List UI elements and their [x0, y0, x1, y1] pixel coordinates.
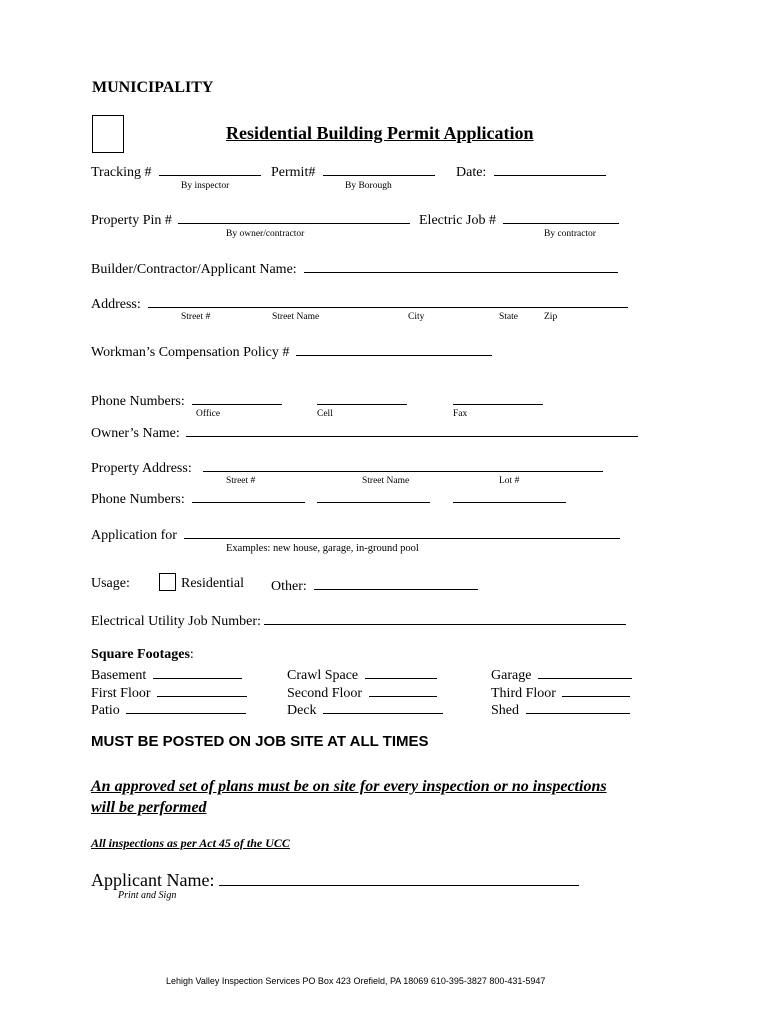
residential-checkbox[interactable] [159, 573, 176, 591]
phone-office-field[interactable] [192, 391, 282, 405]
square-footages-heading [91, 647, 194, 663]
phone2-field-1[interactable] [192, 489, 305, 503]
sqft-deck-field[interactable] [323, 700, 443, 714]
page-title: Residential Building Permit Application [226, 123, 534, 143]
pin-row [91, 210, 410, 229]
sqft-crawl-field[interactable] [365, 665, 437, 679]
address-row [91, 294, 628, 313]
phone-label-2: Phone Numbers: [91, 492, 185, 507]
other-field[interactable] [314, 576, 478, 590]
sqft-second-floor-field[interactable] [369, 683, 437, 697]
owner-field[interactable] [186, 423, 638, 437]
property-note-street-num: Street # [226, 476, 256, 486]
phone2-wrap-2 [317, 489, 430, 508]
workman-label: Workman’s Compensation Policy # [91, 345, 290, 360]
date-label: Date: [456, 165, 487, 180]
workman-field[interactable] [296, 342, 492, 356]
square-footages-colon: : [189, 647, 194, 662]
sqft-basement-row [91, 665, 242, 684]
phone-cell-field[interactable] [317, 391, 407, 405]
sqft-deck-label: Deck [287, 703, 317, 718]
workman-row [91, 342, 492, 361]
application-label: Application for [91, 528, 177, 543]
phone-row-2 [91, 489, 305, 508]
tracking-label: Tracking # [91, 165, 152, 180]
address-note-city: City [408, 312, 425, 322]
phone-label-1: Phone Numbers: [91, 394, 185, 409]
tracking-row [91, 162, 261, 181]
phone2-field-2[interactable] [317, 489, 430, 503]
electric-job-note: By contractor [544, 229, 596, 239]
other-label: Other: [271, 579, 307, 594]
phone-note-cell: Cell [317, 409, 333, 419]
sqft-first-floor-field[interactable] [157, 683, 247, 697]
must-post-notice: MUST BE POSTED ON JOB SITE AT ALL TIMES [91, 733, 429, 750]
sqft-basement-field[interactable] [153, 665, 242, 679]
permit-field[interactable] [323, 162, 435, 176]
phone-row-1 [91, 391, 282, 410]
electric-job-field[interactable] [503, 210, 619, 224]
electrical-utility-field[interactable] [264, 611, 626, 625]
owner-label: Owner’s Name: [91, 426, 180, 441]
act-notice: All inspections as per Act 45 of the UCC [91, 836, 290, 850]
phone-fax-wrap [453, 391, 543, 410]
municipality-box[interactable] [92, 115, 124, 153]
other-row [271, 576, 478, 595]
property-address-field[interactable] [203, 458, 603, 472]
sqft-first-floor-label: First Floor [91, 686, 151, 701]
sqft-patio-row [91, 700, 246, 719]
address-note-zip: Zip [544, 312, 558, 322]
permit-label: Permit# [271, 165, 316, 180]
plans-notice-line-1: An approved set of plans must be on site for every inspection or no inspections [91, 778, 607, 795]
sqft-shed-label: Shed [491, 703, 519, 718]
phone-note-fax: Fax [453, 409, 468, 419]
sqft-shed-field[interactable] [526, 700, 630, 714]
address-field[interactable] [148, 294, 628, 308]
sqft-third-floor-field[interactable] [562, 683, 630, 697]
sqft-garage-field[interactable] [538, 665, 632, 679]
address-note-street-num: Street # [181, 312, 211, 322]
square-footages-title: Square Footages [91, 647, 190, 662]
property-address-row [91, 458, 603, 477]
property-note-lot: Lot # [499, 476, 520, 486]
property-note-street-name: Street Name [362, 476, 410, 486]
address-label: Address: [91, 297, 141, 312]
sqft-garage-label: Garage [491, 668, 532, 683]
electric-job-row [419, 210, 619, 229]
builder-field[interactable] [304, 259, 618, 273]
sqft-crawl-row [287, 665, 437, 684]
owner-row [91, 423, 638, 442]
sqft-garage-row [491, 665, 632, 684]
pin-note: By owner/contractor [226, 229, 305, 239]
builder-label: Builder/Contractor/Applicant Name: [91, 262, 297, 277]
sqft-patio-label: Patio [91, 703, 120, 718]
application-field[interactable] [184, 525, 620, 539]
residential-label: Residential [181, 576, 244, 591]
applicant-field[interactable] [219, 869, 579, 886]
sqft-second-floor-label: Second Floor [287, 686, 363, 701]
tracking-note: By inspector [181, 181, 230, 191]
electrical-utility-label: Electrical Utility Job Number: [91, 614, 261, 629]
sqft-crawl-label: Crawl Space [287, 668, 359, 683]
application-row [91, 525, 620, 544]
builder-row [91, 259, 618, 278]
municipality-label: MUNICIPALITY [92, 79, 214, 96]
plans-notice-line-2: will be performed [91, 799, 207, 816]
address-note-state: State [499, 312, 518, 322]
permit-row [271, 162, 435, 181]
sqft-deck-row [287, 700, 443, 719]
application-examples: Examples: new house, garage, in-ground pool [226, 543, 419, 554]
property-address-label: Property Address: [91, 461, 192, 476]
applicant-row [91, 869, 579, 891]
usage-label: Usage: [91, 576, 130, 591]
phone-note-office: Office [196, 409, 221, 419]
sqft-shed-row [491, 700, 630, 719]
sqft-third-floor-label: Third Floor [491, 686, 556, 701]
pin-field[interactable] [178, 210, 410, 224]
phone2-wrap-3 [453, 489, 566, 508]
date-field[interactable] [494, 162, 606, 176]
sqft-patio-field[interactable] [126, 700, 246, 714]
applicant-label: Applicant Name: [91, 870, 215, 890]
applicant-note: Print and Sign [118, 890, 177, 901]
permit-note: By Borough [345, 181, 392, 191]
footer-contact: Lehigh Valley Inspection Services PO Box 423 Orefield, PA 18069 610-395-3827 800-431-5947 [166, 976, 546, 986]
sqft-basement-label: Basement [91, 668, 147, 683]
electrical-utility-row [91, 611, 626, 630]
address-note-street-name: Street Name [272, 312, 320, 322]
tracking-field[interactable] [159, 162, 261, 176]
electric-job-label: Electric Job # [419, 213, 496, 228]
phone-fax-field[interactable] [453, 391, 543, 405]
pin-label: Property Pin # [91, 213, 172, 228]
date-row [456, 162, 606, 181]
phone-cell-wrap [317, 391, 407, 410]
phone2-field-3[interactable] [453, 489, 566, 503]
